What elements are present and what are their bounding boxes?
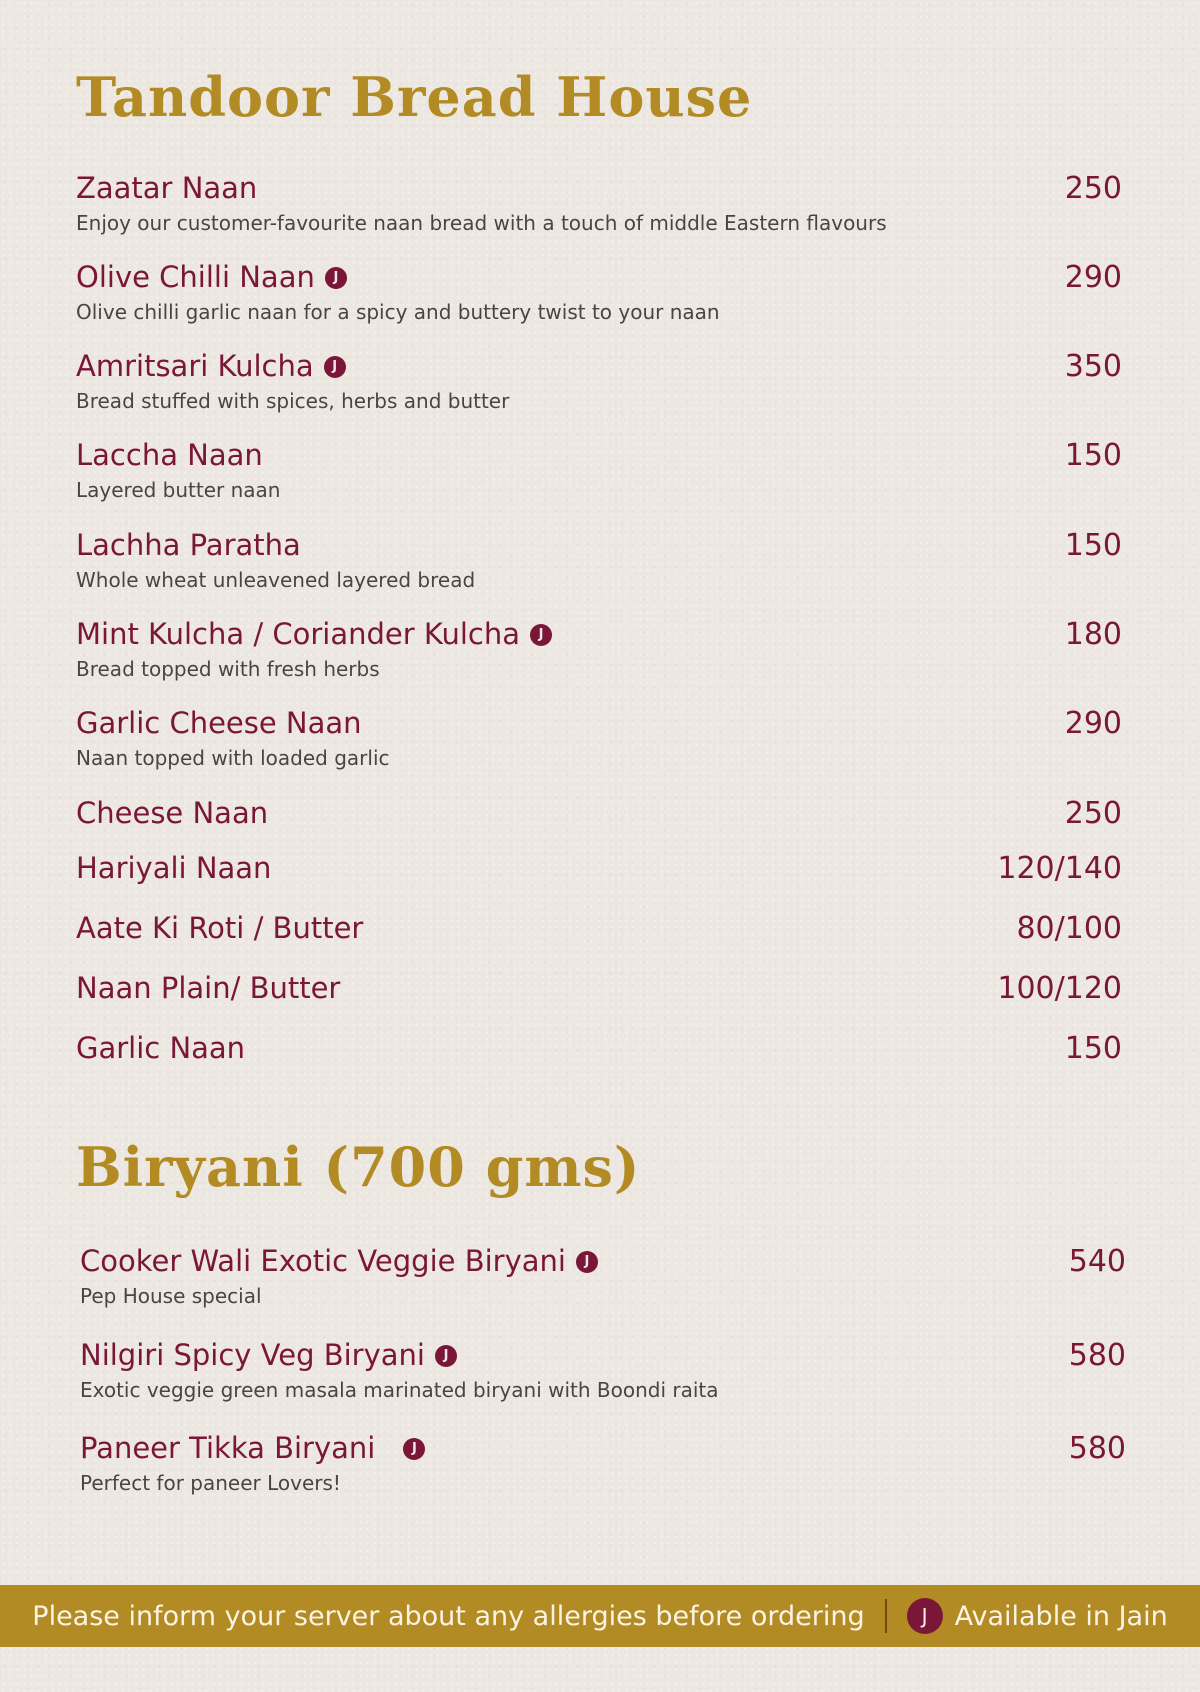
menu-item-olive-chilli-naan (76, 261, 1122, 324)
menu-item-nilgiri-biryani (80, 1339, 1126, 1402)
tandoor-section-title: Tandoor Bread House (76, 65, 753, 129)
item-price: 250 (1064, 171, 1122, 206)
item-description: Perfect for paneer Lovers! (80, 1471, 341, 1495)
item-description: Pep House special (80, 1284, 262, 1308)
menu-item-hariyali-naan (76, 852, 1122, 885)
item-description: Naan topped with loaded garlic (76, 746, 390, 770)
item-name: Aate Ki Roti / Butter (76, 911, 364, 945)
item-price: 100/120 (997, 971, 1122, 1006)
menu-item-cooker-wali-biryani (80, 1245, 1126, 1308)
item-description: Enjoy our customer-favourite naan bread with a touch of middle Eastern flavours (76, 211, 887, 235)
menu-item-zaatar-naan (76, 172, 1122, 235)
item-name: Olive Chilli Naan J (76, 262, 347, 294)
item-description: Bread stuffed with spices, herbs and butter (76, 389, 510, 413)
item-price: 250 (1064, 796, 1122, 831)
item-price: 290 (1064, 706, 1122, 741)
jain-badge-icon: J (530, 624, 552, 646)
item-description: Bread topped with fresh herbs (76, 657, 380, 681)
jain-badge-icon: J (324, 356, 346, 378)
item-price: 350 (1064, 349, 1122, 384)
item-name: Zaatar Naan (76, 171, 258, 205)
item-description: Layered butter naan (76, 478, 281, 502)
jain-badge-icon: J (435, 1345, 457, 1367)
item-name: Cheese Naan (76, 796, 269, 830)
menu-item-garlic-cheese-naan (76, 707, 1122, 770)
item-description: Whole wheat unleavened layered bread (76, 568, 476, 592)
jain-legend-icon: J (907, 1598, 943, 1634)
menu-item-mint-coriander-kulcha (76, 618, 1122, 681)
menu-item-aate-ki-roti (76, 912, 1122, 945)
item-price: 540 (1068, 1244, 1126, 1279)
item-name: Mint Kulcha / Coriander Kulcha J (76, 619, 552, 651)
item-name: Laccha Naan (76, 438, 263, 472)
item-price: 120/140 (997, 851, 1122, 886)
item-name: Garlic Cheese Naan (76, 706, 362, 740)
allergy-footer (0, 1585, 1200, 1647)
item-price: 580 (1068, 1431, 1126, 1466)
menu-item-naan-plain-butter (76, 972, 1122, 1005)
menu-item-garlic-naan (76, 1032, 1122, 1065)
item-price: 150 (1064, 528, 1122, 563)
footer-divider (885, 1599, 887, 1633)
item-name: Naan Plain/ Butter (76, 971, 341, 1005)
item-price: 180 (1064, 617, 1122, 652)
item-name: Cooker Wali Exotic Veggie Biryani J (80, 1246, 598, 1278)
menu-item-cheese-naan (76, 797, 1122, 830)
item-name: Paneer Tikka Biryani J (80, 1433, 425, 1465)
biryani-section-title: Biryani (700 gms) (76, 1135, 641, 1199)
menu-item-laccha-naan (76, 439, 1122, 502)
item-name: Garlic Naan (76, 1031, 246, 1065)
item-description: Olive chilli garlic naan for a spicy and buttery twist to your naan (76, 300, 720, 324)
item-price: 580 (1068, 1338, 1126, 1373)
item-name: Lachha Paratha (76, 528, 301, 562)
item-price: 290 (1064, 260, 1122, 295)
item-name: Nilgiri Spicy Veg Biryani J (80, 1340, 457, 1372)
jain-legend-label: Available in Jain (954, 1600, 1168, 1632)
item-price: 150 (1064, 1031, 1122, 1066)
item-name: Amritsari Kulcha J (76, 351, 346, 383)
menu-item-lachha-paratha (76, 529, 1122, 592)
menu-item-amritsari-kulcha (76, 350, 1122, 413)
jain-badge-icon: J (325, 267, 347, 289)
menu-item-paneer-tikka-biryani (80, 1432, 1126, 1495)
item-description: Exotic veggie green masala marinated biryani with Boondi raita (80, 1378, 719, 1402)
item-price: 80/100 (1016, 911, 1122, 946)
allergy-notice: Please inform your server about any allergies before ordering (32, 1600, 865, 1632)
jain-badge-icon: J (403, 1438, 425, 1460)
item-price: 150 (1064, 438, 1122, 473)
jain-badge-icon: J (576, 1251, 598, 1273)
item-name: Hariyali Naan (76, 851, 272, 885)
